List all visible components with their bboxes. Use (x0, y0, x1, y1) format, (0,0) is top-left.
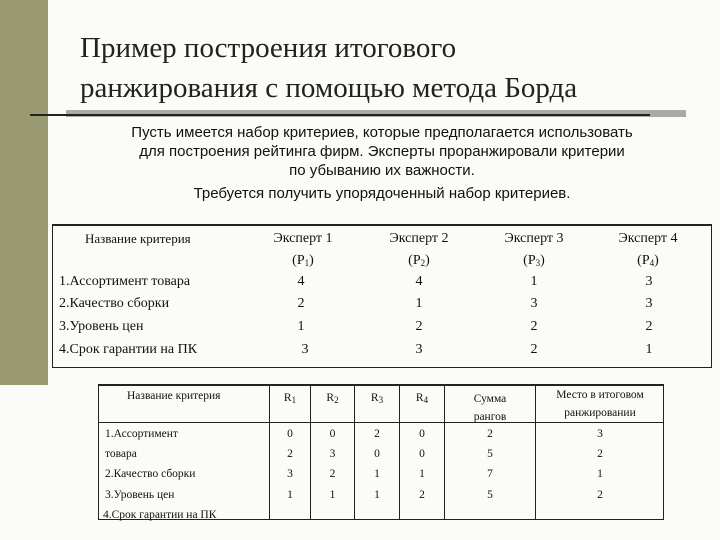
table2-value: 2 (419, 489, 425, 501)
expert-symbol: $(P_4)$ (637, 253, 659, 268)
table2-sum: 5 (487, 448, 493, 460)
table2-value: 2 (329, 468, 336, 480)
expert-name: Эксперт 3 (504, 231, 564, 246)
table2-criterion: 4.Срок гарантии на ПК (103, 509, 217, 521)
table2-value: 2 (287, 448, 293, 460)
expert-rankings-table (52, 224, 712, 368)
table1-value: 1 (415, 296, 423, 311)
table2-value: 3 (287, 468, 293, 480)
table1-value: 1 (645, 342, 653, 357)
table2-value: 2 (374, 428, 380, 440)
table2-value: 1 (374, 468, 380, 480)
table1-value: 1 (530, 274, 538, 289)
table1-expert-header (369, 228, 469, 274)
table2-place-header: Место в итоговом ранжировании (556, 389, 644, 419)
table1-value: 2 (645, 319, 653, 334)
table1-value: 3 (301, 342, 309, 357)
table1-expert-header (484, 228, 584, 274)
table2-value: 0 (287, 428, 293, 440)
table1-criterion: 2.Качество сборки (59, 296, 170, 311)
table1-expert-header (598, 228, 698, 274)
title-line-1: Пример построения итогового (80, 32, 457, 64)
table2-r-header: $R_1$ (283, 392, 297, 405)
table1-value: 3 (530, 296, 538, 311)
expert-name: Эксперт 4 (618, 231, 678, 246)
table1-value: 2 (530, 342, 538, 357)
table2-sum-header: Сумма рангов (473, 393, 507, 423)
expert-symbol: $(P_3)$ (523, 253, 545, 268)
table2-value: 0 (419, 448, 425, 460)
table2-criterion: 3.Уровень цен (105, 489, 175, 501)
intro-line-2: для построения рейтинга фирм. Эксперты проранжировали критерии (139, 143, 625, 160)
intro-requirement: Требуется получить упорядоченный набор критериев. (193, 185, 571, 202)
table1-criterion: 3.Уровень цен (59, 319, 144, 334)
slide-title (80, 28, 700, 108)
title-line-2: ранжирования с помощью метода Борда (80, 72, 578, 104)
table1-value: 3 (645, 296, 653, 311)
table2-value: 3 (329, 448, 336, 460)
table2-place: 2 (597, 448, 603, 460)
title-underline-dark (30, 114, 650, 116)
borda-scores-table (98, 384, 664, 520)
table2-sum: 2 (487, 428, 493, 440)
table1-expert-header (253, 228, 353, 274)
table2-value: 1 (329, 489, 336, 501)
table2-r-header: $R_4$ (415, 392, 429, 405)
table2-sum: 5 (487, 489, 493, 501)
table2-header-name: Название критерия (127, 390, 221, 402)
table2-criterion: 1.Ассортимент (105, 428, 178, 440)
table2-place: 1 (597, 468, 603, 480)
table2-r-header: $R_2$ (326, 392, 339, 405)
intro-line-1: Пусть имеется набор критериев, которые предполагается использовать (131, 124, 633, 141)
left-accent-bar (0, 0, 48, 385)
table2-value: 0 (329, 428, 336, 440)
table1-criterion: 4.Срок гарантии на ПК (59, 342, 198, 357)
table2-value: 1 (287, 489, 293, 501)
expert-symbol: $(P_1)$ (292, 253, 314, 268)
expert-name: Эксперт 1 (273, 231, 333, 246)
table2-header-separator (99, 422, 663, 423)
table1-header-name: Название критерия (85, 231, 191, 246)
expert-symbol: $(P_2)$ (408, 253, 430, 268)
intro-text (66, 123, 698, 203)
intro-line-3: по убыванию их важности. (289, 162, 475, 179)
table2-place: 2 (597, 489, 603, 501)
table1-value: 1 (297, 319, 305, 334)
table1-value: 2 (530, 319, 538, 334)
table2-r-header: $R_3$ (370, 392, 384, 405)
table1-value: 2 (415, 319, 423, 334)
table2-value: 0 (419, 428, 425, 440)
table1-criterion: 1.Ассортимент товара (59, 274, 191, 289)
table2-criterion: 2.Качество сборки (105, 468, 196, 480)
table2-value: 0 (374, 448, 380, 460)
table1-value: 4 (415, 274, 423, 289)
table2-place: 3 (597, 428, 603, 440)
table1-value: 3 (645, 274, 653, 289)
table2-value: 1 (374, 489, 380, 501)
table2-value: 1 (419, 468, 425, 480)
table1-value: 3 (415, 342, 423, 357)
table1-value: 2 (297, 296, 305, 311)
expert-name: Эксперт 2 (389, 231, 449, 246)
table1-value: 4 (297, 274, 305, 289)
table2-criterion: товара (105, 448, 137, 460)
table2-sum: 7 (487, 468, 493, 480)
